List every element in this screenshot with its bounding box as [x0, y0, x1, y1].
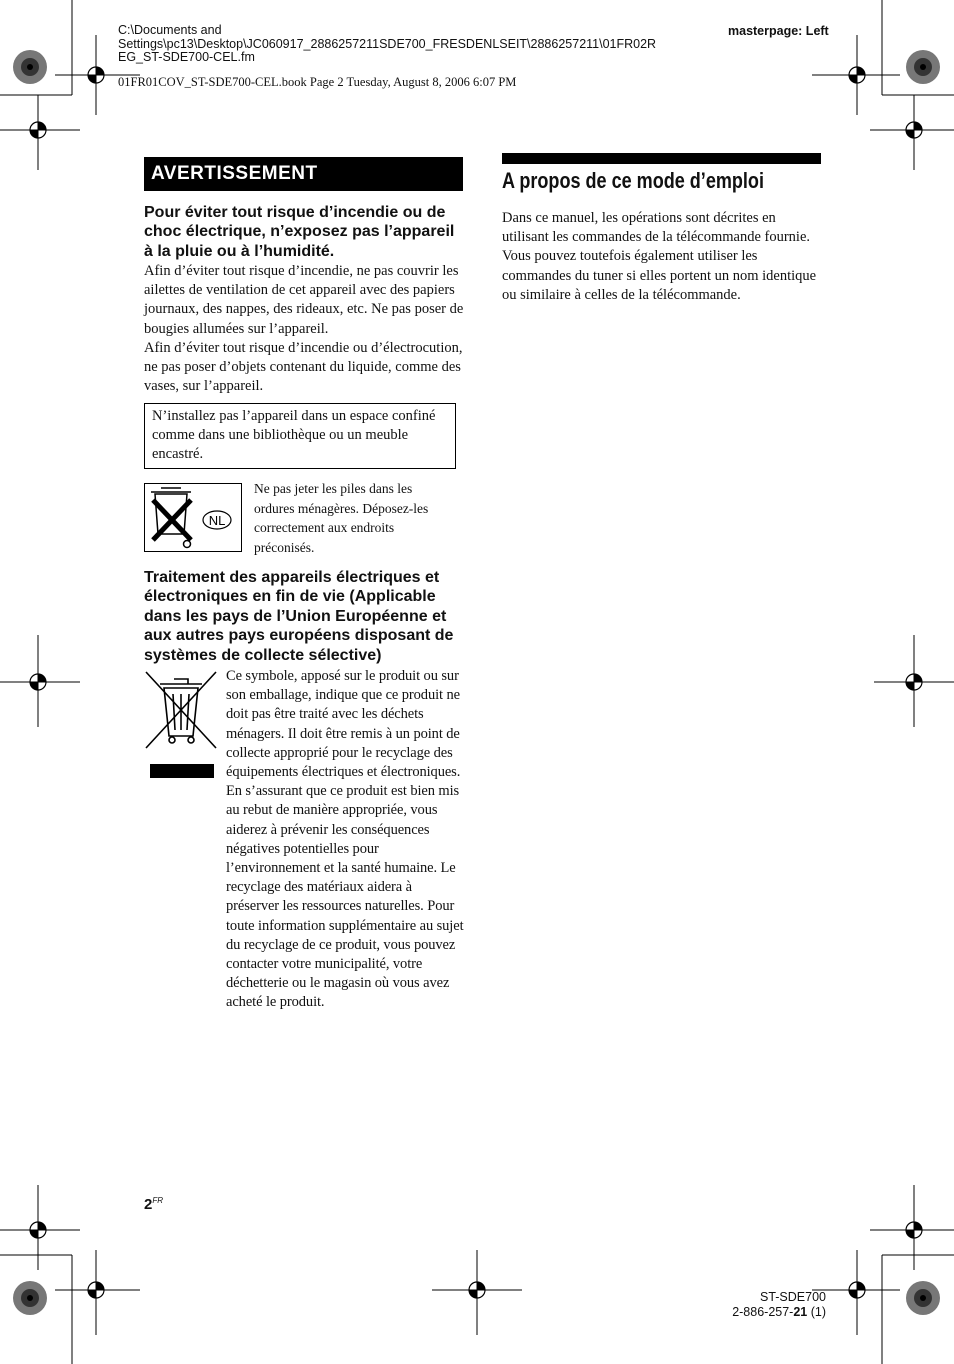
part-number	[720, 1305, 826, 1320]
model-name: ST-SDE700	[759, 1290, 826, 1304]
battery-disposal-icon	[144, 483, 242, 552]
warning-heading: Pour éviter tout risque d’incendie ou de choc électrique, n’exposez pas l’appareil à la pluie ou à l’humidité.	[144, 204, 455, 260]
weee-heading: Traitement des appareils électriques et électroniques en fin de vie (Applicable dans les pays de l’Union Européenne et aux autres pays européens disposant de systèmes de collecte sélective)	[144, 569, 454, 664]
page-number	[144, 1196, 163, 1213]
model-footer	[720, 1290, 826, 1320]
book-info-line: 01FR01COV_ST-SDE700-CEL.book Page 2 Tuesday, August 8, 2006 6:07 PM	[118, 75, 517, 89]
battery-badge: NL	[208, 513, 226, 528]
file-path-header	[118, 24, 718, 65]
installation-notice-box	[144, 403, 456, 469]
warning-paragraph-1: Afin d’éviter tout risque d’incendie, ne pas couvrir les ailettes de ventilation de cet appareil avec des papiers journaux, des nappes, des rideaux, etc. Ne pas poser de bougies allumées sur l’appareil.	[144, 263, 464, 337]
part-number-suffix: (1)	[807, 1305, 826, 1319]
warning-paragraph-2: Afin d’éviter tout risque d’incendie ou d’électrocution, ne pas poser d’objets contenant du liquide, comme des vases, sur l’appareil.	[144, 340, 463, 395]
warning-banner: AVERTISSEMENT	[144, 157, 463, 191]
installation-notice-text: N’installez pas l’appareil dans un espace confiné comme dans une bibliothèque ou un meuble encastré.	[152, 408, 436, 463]
section-rule	[502, 153, 821, 164]
page-language-suffix: FR	[152, 1196, 164, 1205]
part-number-revision: 21	[793, 1305, 808, 1319]
masterpage-label: masterpage: Left	[728, 24, 829, 38]
manual-intro-paragraph: Dans ce manuel, les opérations sont décrites en utilisant les commandes de la télécommande fournie. Vous pouvez toutefois également utiliser les commandes du tuner si elles portent un nom identique ou similaire à celles de la télécommande.	[502, 210, 817, 303]
weee-paragraph: Ce symbole, apposé sur le produit ou sur son emballage, indique que ce produit ne doit pas être traité avec les déchets ménagers. Il doit être remis à un point de collecte approprié pour le recyclage des équipements électriques et électroniques. En s’assurant que ce produit est bien mis au rebut de manière appropriée, vous aiderez à prévenir les conséquences négatives potentielles pour l’environnement et la santé humaine. Le recyclage des matériaux aidera à préserver les ressources naturelles. Pour toute information supplémentaire au sujet du recyclage de ce produit, vous pouvez contacter votre municipalité, votre déchetterie ou le magasin où vous avez acheté le produit.	[226, 668, 464, 1011]
part-number-prefix: 2-886-257-	[732, 1305, 794, 1319]
section-title: A propos de ce mode d’emploi	[502, 168, 764, 193]
page-number-value: 2	[144, 1196, 153, 1213]
battery-disposal-text: Ne pas jeter les piles dans les ordures ménagères. Déposez-les correctement aux endroits préconisés.	[254, 481, 429, 555]
crossed-bin-icon	[144, 670, 218, 780]
file-path-line-1: C:\Documents and	[118, 23, 222, 37]
file-path-line-2: Settings\pc13\Desktop\JC060917_2886257211SDE700_FRESDENLSEIT\2886257211\01FR02R	[118, 36, 657, 51]
file-path-line-3: EG_ST-SDE700-CEL.fm	[118, 50, 255, 64]
